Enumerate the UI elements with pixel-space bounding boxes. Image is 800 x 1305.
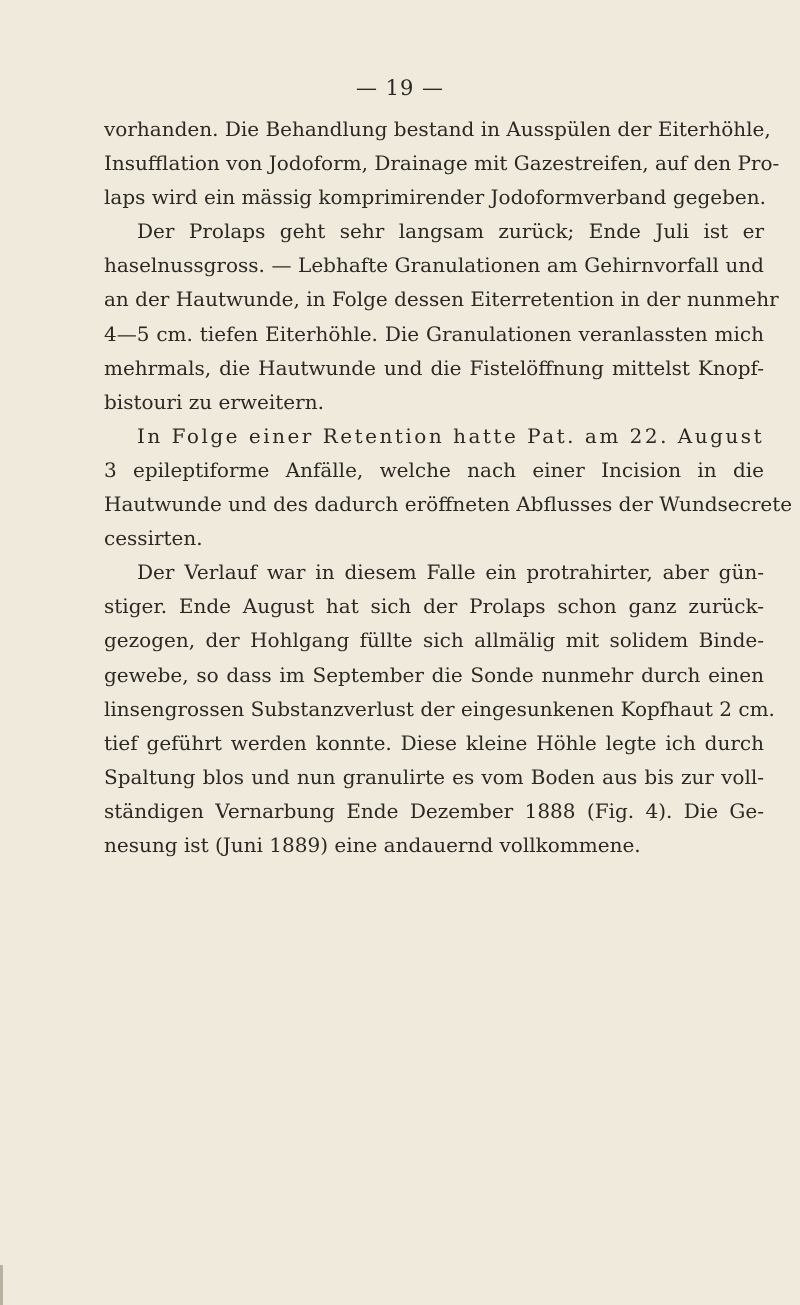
text-line: Spaltung blos und nun granulirte es vom Boden aus bis zur voll- [104, 764, 764, 789]
text-line: cessirten. [104, 526, 203, 551]
text-line: linsengrossen Substanzverlust der eingesunkenen Kopfhaut 2 cm. [104, 696, 775, 721]
text-line: vorhanden. Die Behandlung bestand in Ausspülen der Eiterhöhle, [104, 117, 771, 141]
text-line: tief geführt werden konnte. Diese kleine Höhle legte ich durch [104, 730, 764, 755]
text-line: gezogen, der Hohlgang füllte sich allmälig mit solidem Binde- [104, 628, 764, 653]
text-line: haselnussgross. — Lebhafte Granulationen am Gehirnvorfall und [104, 253, 764, 278]
text-line: bistouri zu erweitern. [104, 389, 324, 414]
text-line: Insufflation von Jodoform, Drainage mit Gazestreifen, auf den Pro- [104, 151, 780, 176]
text-line: ständigen Vernarbung Ende Dezember 1888 (Fig. 4). Die Ge- [104, 798, 764, 823]
text-line: stiger. Ende August hat sich der Prolaps schon ganz zurück- [104, 594, 764, 619]
paragraph-2 [104, 214, 779, 419]
text-line: Der Prolaps geht sehr langsam zurück; Ende Juli ist er [137, 219, 764, 244]
text-line: Hautwunde und des dadurch eröffneten Abflusses der Wundsecrete [104, 492, 793, 517]
page-number: — 19 — [355, 76, 445, 100]
text-line: an der Hautwunde, in Folge dessen Eiterretention in der nunmehr [104, 287, 779, 312]
body-text [104, 112, 793, 862]
text-line: 3 epileptiforme Anfälle, welche nach einer Incision in die [104, 457, 764, 482]
page-edge-mark [0, 1265, 3, 1305]
text-line: laps wird ein mässig komprimirender Jodoformverband gegeben. [104, 185, 766, 210]
text-line: mehrmals, die Hautwunde und die Fistelöffnung mittelst Knopf- [104, 355, 764, 380]
paragraph-4 [104, 555, 775, 862]
text-line-emphasis: In Folge einer Retention hatte Pat. am 22. August [137, 423, 765, 448]
paragraph-1 [104, 112, 780, 214]
paragraph-3 [104, 419, 793, 555]
text-line: Der Verlauf war in diesem Falle ein protrahirter, aber gün- [137, 560, 764, 585]
text-line: 4—5 cm. tiefen Eiterhöhle. Die Granulationen veranlassten mich [104, 321, 764, 346]
text-line: nesung ist (Juni 1889) eine andauernd vollkommene. [104, 832, 641, 857]
text-line: gewebe, so dass im September die Sonde nunmehr durch einen [104, 662, 764, 687]
